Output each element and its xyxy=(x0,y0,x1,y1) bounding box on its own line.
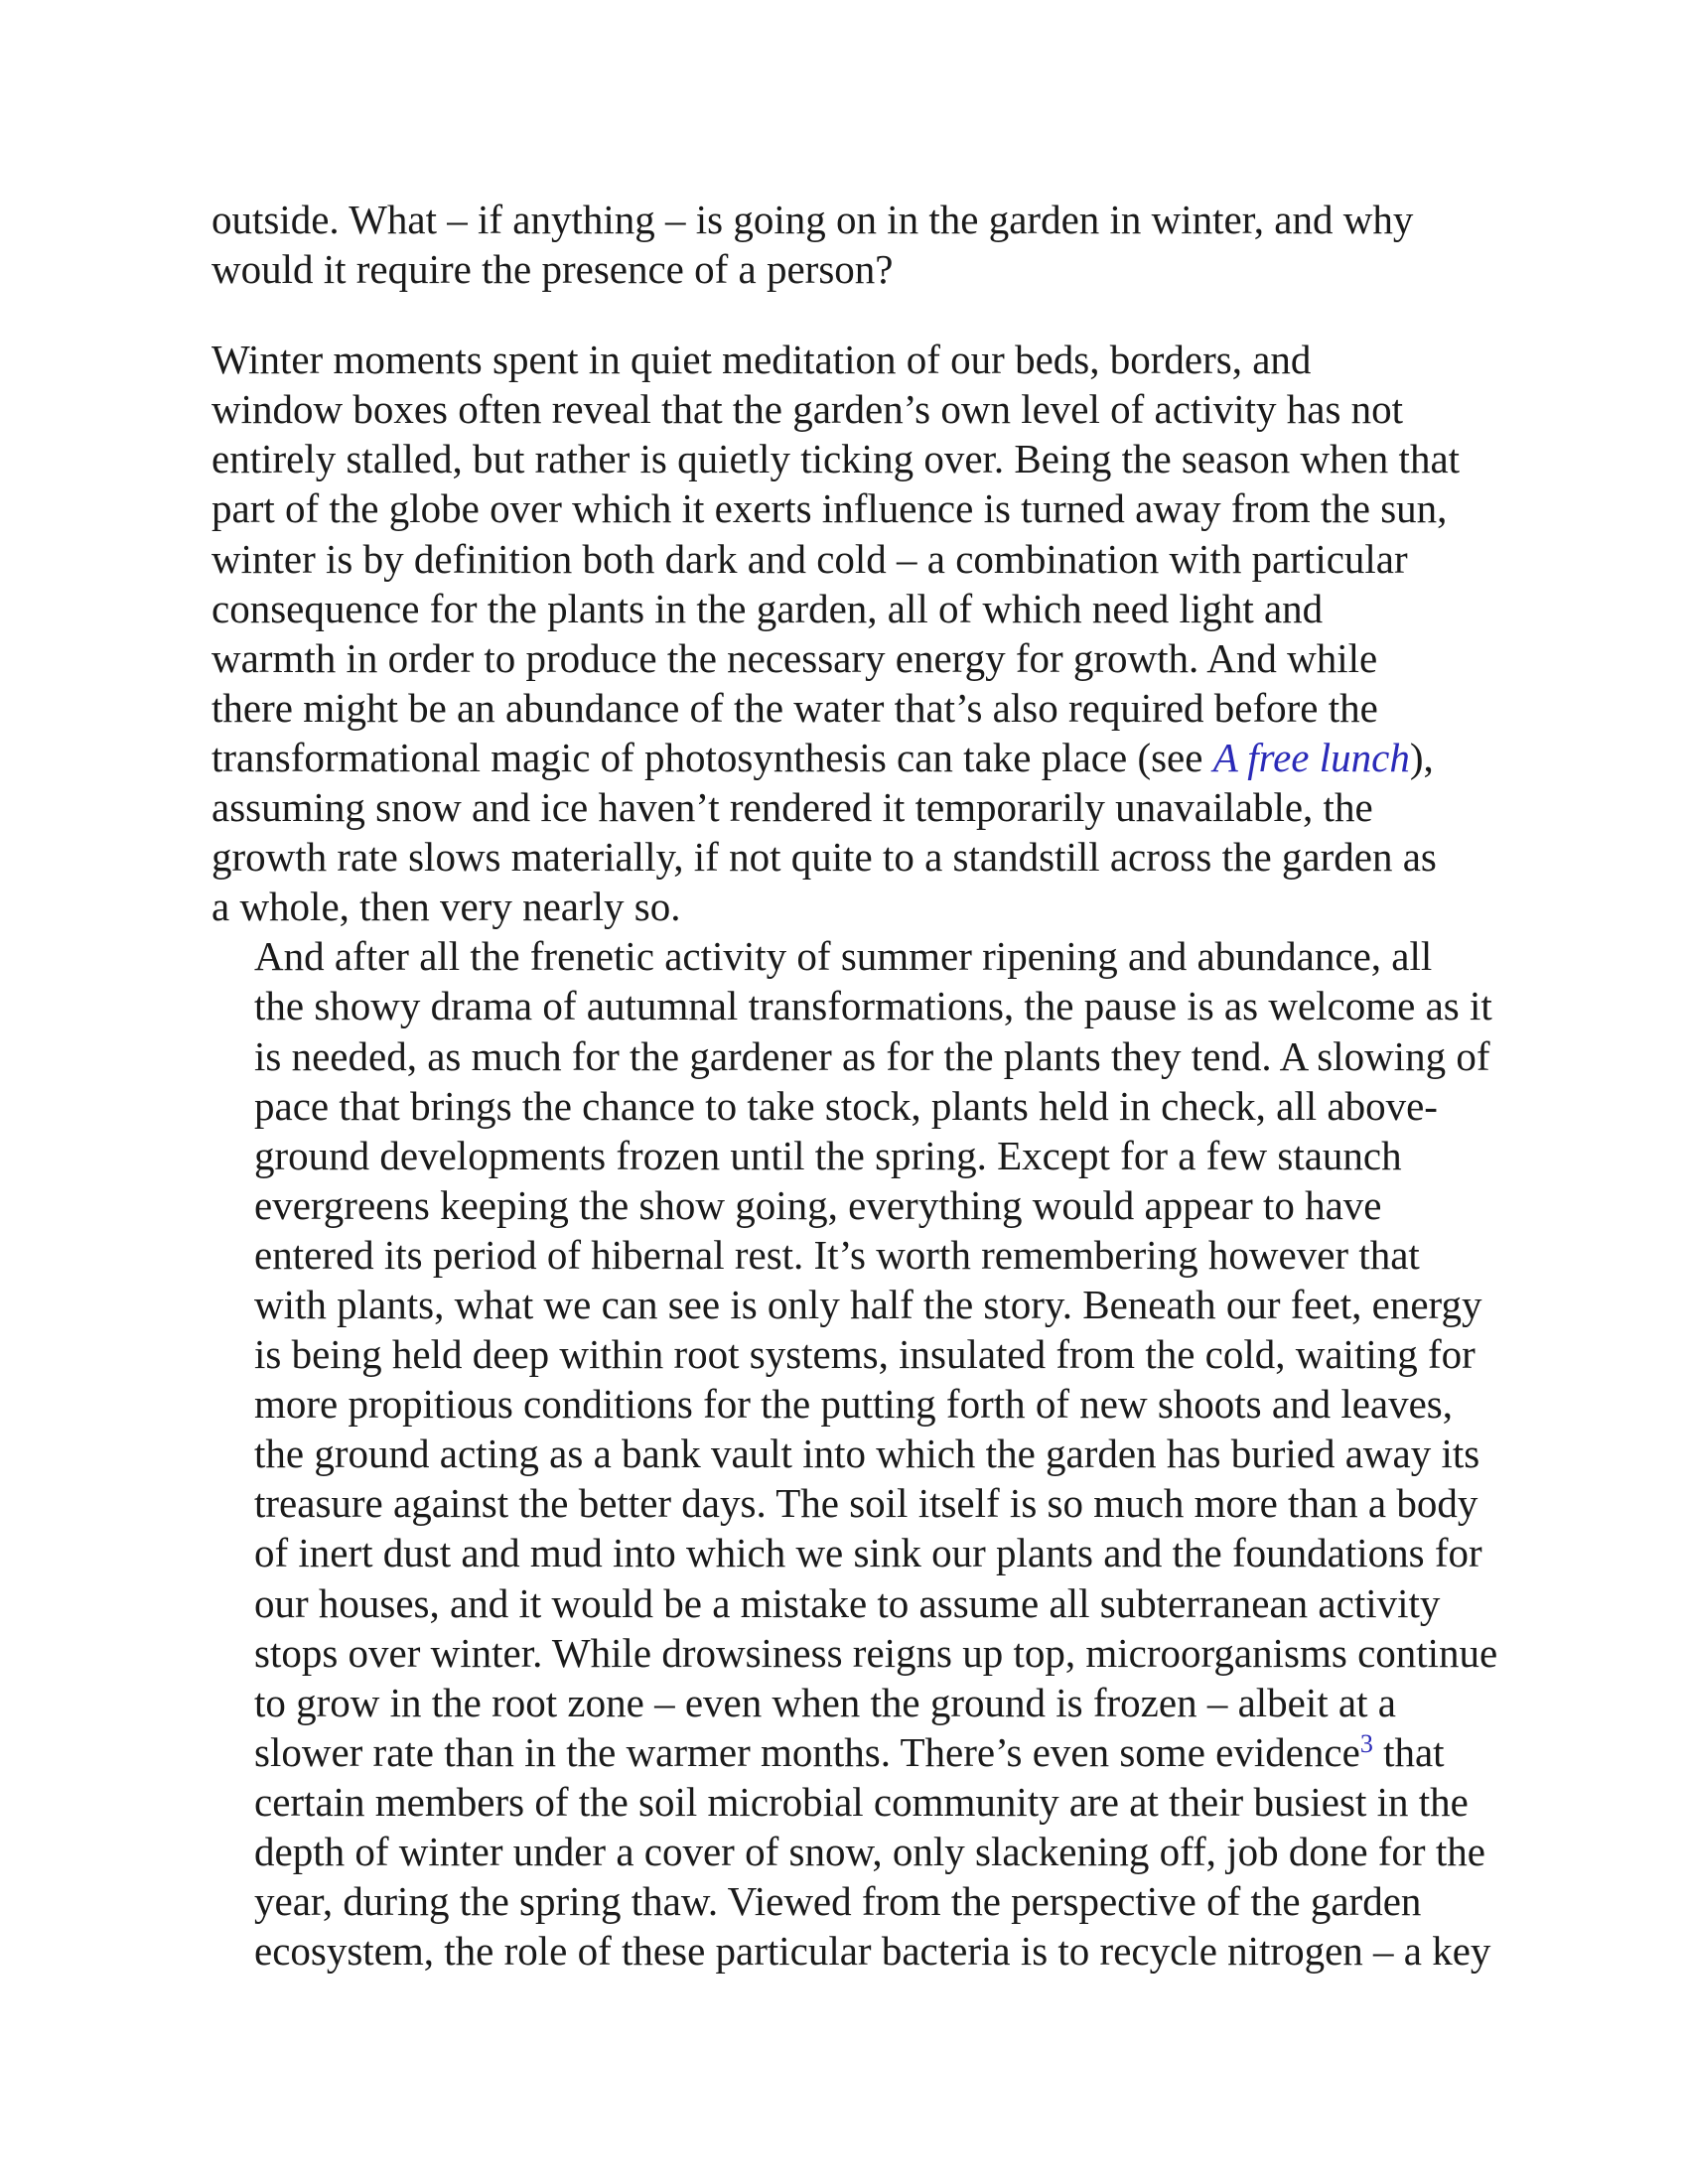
text-line: the ground acting as a bank vault into which the garden has buried away its xyxy=(254,1431,1480,1477)
text-line: ground developments frozen until the spring. Except for a few staunch xyxy=(254,1132,1402,1178)
paragraph-3 xyxy=(211,931,1502,1976)
text-line-with-footnote xyxy=(211,1727,1502,1777)
footnote-reference-link[interactable]: 3 xyxy=(1359,1728,1373,1758)
text-line: depth of winter under a cover of snow, only slackening off, job done for the xyxy=(254,1829,1485,1874)
text-line: entered its period of hibernal rest. It’s worth remembering however that xyxy=(254,1231,1420,1278)
text-line: window boxes often reveal that the garden’s own level of activity has not xyxy=(211,386,1404,433)
text-line: pace that brings the chance to take stock, plants held in check, all above- xyxy=(254,1082,1438,1129)
text-fragment: transformational magic of photosynthesis can take place (see xyxy=(211,734,1213,780)
text-line: there might be an abundance of the water that’s also required before the xyxy=(211,684,1378,731)
cross-reference-link[interactable]: A free lunch xyxy=(1212,734,1410,780)
text-line: year, during the spring thaw. Viewed from the perspective of the garden xyxy=(254,1878,1422,1925)
text-line: outside. What – if anything – is going on in the garden in winter, and why xyxy=(211,197,1414,242)
text-line: certain members of the soil microbial community are at their busiest in the xyxy=(254,1778,1469,1825)
text-line: assuming snow and ice haven’t rendered it temporarily unavailable, the xyxy=(211,784,1373,831)
page-body xyxy=(211,195,1502,1976)
text-line: warmth in order to produce the necessary energy for growth. And while xyxy=(211,634,1378,681)
text-line: part of the globe over which it exerts influence is turned away from the sun, xyxy=(211,485,1448,532)
text-line-with-link xyxy=(211,733,1502,782)
text-line: Winter moments spent in quiet meditation of our beds, borders, and xyxy=(211,337,1312,383)
text-line: a whole, then very nearly so. xyxy=(211,884,681,930)
text-line: consequence for the plants in the garden, all of which need light and xyxy=(211,585,1324,631)
text-line: the showy drama of autumnal transformations, the pause is as welcome as it xyxy=(254,983,1492,1029)
text-line: is needed, as much for the gardener as for the plants they tend. A slowing of xyxy=(254,1032,1490,1079)
text-line: entirely stalled, but rather is quietly ticking over. Being the season when that xyxy=(211,436,1461,482)
text-line: ecosystem, the role of these particular bacteria is to recycle nitrogen – a key xyxy=(254,1928,1491,1975)
paragraph-1 xyxy=(211,195,1502,294)
paragraph-2 xyxy=(211,335,1502,931)
text-line: winter is by definition both dark and cold – a combination with particular xyxy=(211,535,1408,582)
text-fragment: ), xyxy=(1409,734,1434,780)
text-fragment: that xyxy=(1372,1728,1445,1775)
text-line: And after all the frenetic activity of summer ripening and abundance, all xyxy=(254,933,1433,980)
text-line: would it require the presence of a person? xyxy=(211,246,894,293)
text-line: stops over winter. While drowsiness reigns up top, microorganisms continue xyxy=(254,1629,1498,1676)
text-line: treasure against the better days. The soil itself is so much more than a body xyxy=(254,1480,1478,1527)
text-line: more propitious conditions for the putting forth of new shoots and leaves, xyxy=(254,1381,1454,1428)
text-fragment: slower rate than in the warmer months. There’s even some evidence xyxy=(254,1728,1360,1775)
text-line: evergreens keeping the show going, everything would appear to have xyxy=(254,1181,1382,1228)
text-line: growth rate slows materially, if not quite to a standstill across the garden as xyxy=(211,834,1437,881)
text-line: to grow in the root zone – even when the ground is frozen – albeit at a xyxy=(254,1679,1396,1725)
text-line: with plants, what we can see is only half the story. Beneath our feet, energy xyxy=(254,1281,1482,1327)
text-line: is being held deep within root systems, insulated from the cold, waiting for xyxy=(254,1331,1476,1378)
text-line: of inert dust and mud into which we sink our plants and the foundations for xyxy=(254,1530,1482,1576)
text-line: our houses, and it would be a mistake to assume all subterranean activity xyxy=(254,1579,1441,1626)
